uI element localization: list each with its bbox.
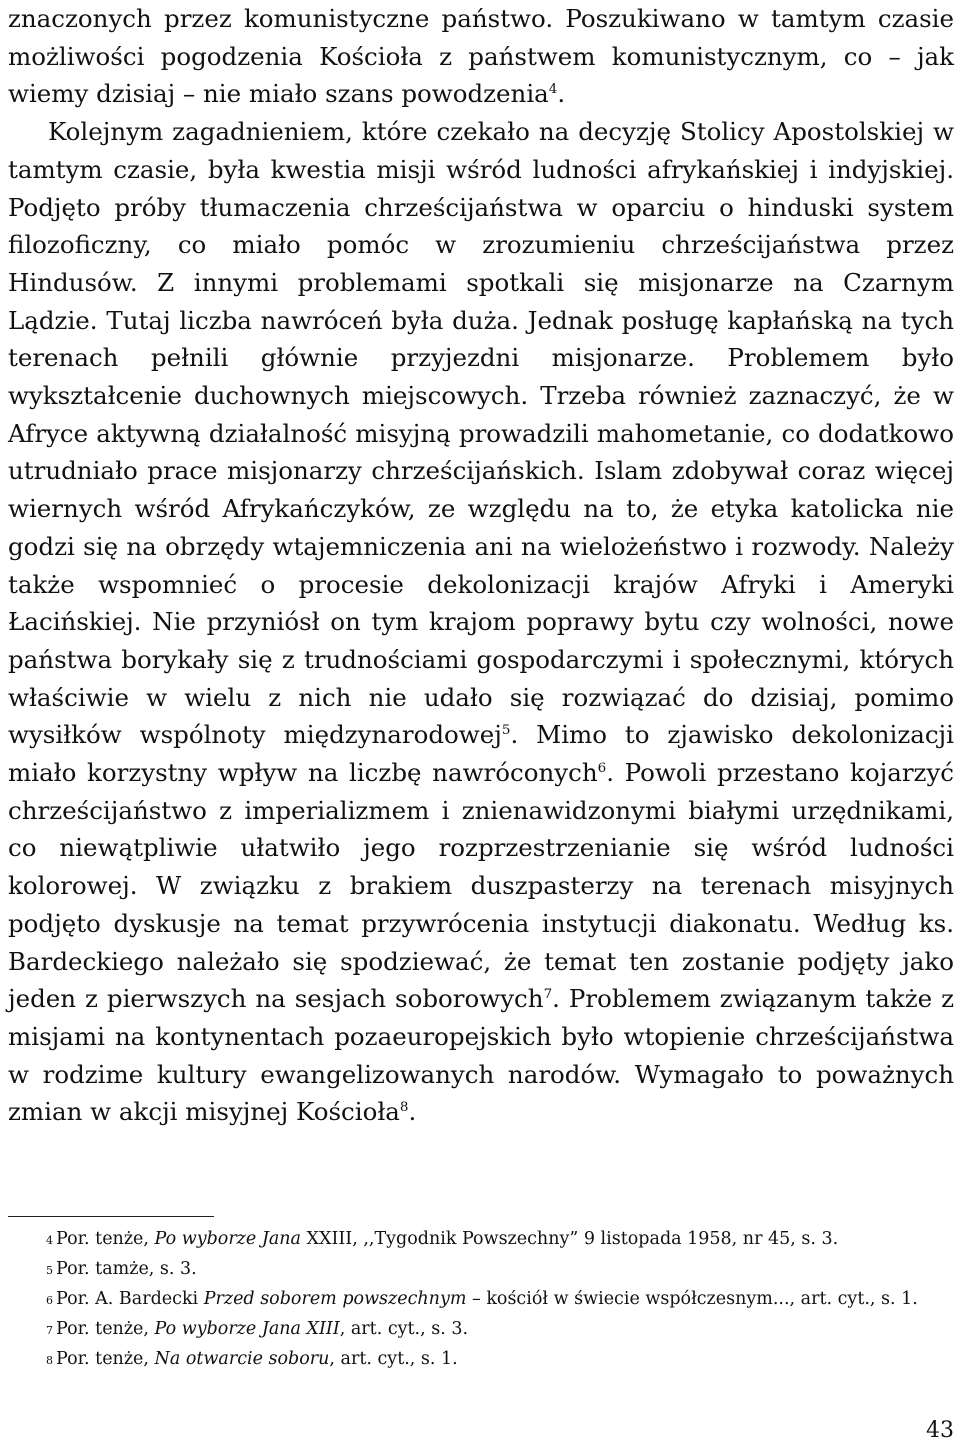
text-segment: , art. cyt., s. 1. — [329, 1349, 458, 1369]
footnote-reference: 4 — [548, 81, 558, 98]
text-segment: Por. tenże, — [56, 1229, 155, 1249]
footnote-number: 5 — [46, 1264, 53, 1277]
footnote-reference: 7 — [543, 986, 553, 1003]
paragraph — [8, 113, 954, 1131]
footnote-reference: 8 — [399, 1099, 409, 1116]
text-segment: Por. tenże, — [56, 1319, 155, 1339]
text-segment: , art. cyt., s. 3. — [339, 1319, 469, 1339]
italic-text: Przed soborem powszechnym — [203, 1289, 467, 1309]
footnote — [46, 1344, 956, 1374]
italic-text: Na otwarcie soboru — [154, 1349, 330, 1369]
footnote — [46, 1254, 956, 1284]
text-segment: Por. tamże, s. 3. — [56, 1259, 197, 1279]
text-segment: . Problemem związanym także z misjami na kontynentach pozaeuropejskich było wtopienie chrześcijaństwa w rodzime kultury ewangelizowanych narodów. Wymagało to poważnych zmian w akcji misyjnej Kościoła — [8, 984, 954, 1127]
italic-text: Po wyborze Jana XIII — [154, 1319, 340, 1339]
footnote — [46, 1224, 956, 1254]
footnote-number: 6 — [46, 1294, 53, 1307]
text-segment: . — [408, 1097, 417, 1127]
text-segment: . — [557, 79, 566, 109]
footnote-separator — [8, 1216, 214, 1217]
footnote — [46, 1314, 956, 1344]
footnote — [46, 1284, 956, 1314]
text-segment: Por. tenże, — [56, 1349, 155, 1369]
text-segment: Kolejnym zagadnieniem, które czekało na decyzję Stolicy Apostolskiej w tamtym czasie, była kwestia misji wśród ludności afrykańskiej i indyjskiej. Podjęto próby tłumaczenia chrześcijaństwa w oparciu o hinduski system filozoficzny, co miało pomóc w zrozumieniu chrześcijaństwa przez Hindusów. Z innymi problemami spotkali się misjonarze na Czarnym Lądzie. Tutaj liczba nawróceń była duża. Jednak posługę kapłańską na tych terenach pełnili głównie przyjezdni misjonarze. Problemem było wykształcenie duchownych miejscowych. Trzeba również zaznaczyć, że w Afryce aktywną działalność misyjną prowadzili mahometanie, co dodatkowo utrudniało prace misjonarzy chrześcijańskich. Islam zdobywał coraz więcej wiernych wśród Afrykańczyków, ze względu na to, że etyka katolicka nie godzi się na obrzędy wtajemniczenia ani na wielożeństwo i rozwody. Należy także wspomnieć o procesie dekolonizacji krajów Afryki i Ameryki Łacińskiej. Nie przyniósł on tym krajom poprawy bytu czy wolności, nowe państwa borykały się z trudnościami gospodarczymi i społecznymi, których właściwie w wielu z nich nie udało się rozwiązać do dzisiaj, pomimo wysiłków wspólnoty międzynarodowej — [8, 117, 954, 750]
footnote-number: 7 — [46, 1324, 53, 1337]
text-segment: znaczonych przez komunistyczne państwo. Poszukiwano w tamtym czasie możliwości pogodzenia Kościoła z państwem komunistycznym, co – jak wiemy dzisiaj – nie miało szans powodzenia — [8, 4, 954, 109]
text-segment: Por. A. Bardecki — [56, 1289, 204, 1309]
paragraph — [8, 0, 954, 113]
text-segment: XXIII, ,,Tygodnik Powszechny” 9 listopada 1958, nr 45, s. 3. — [300, 1229, 839, 1249]
text-segment: . Mimo to zjawisko dekolonizacji miało korzystny wpływ na liczbę nawróconych — [8, 720, 954, 788]
footnote-number: 8 — [46, 1354, 53, 1367]
page-number: 43 — [926, 1418, 954, 1443]
italic-text: Po wyborze Jana — [154, 1229, 301, 1249]
footnote-reference: 6 — [597, 759, 607, 776]
footnotes — [46, 1224, 956, 1374]
body-text — [8, 0, 954, 1131]
text-segment: . Powoli przestano kojarzyć chrześcijaństwo z imperializmem i znienawidzonymi białymi urzędnikami, co niewątpliwie ułatwiło jego rozprzestrzenianie się wśród ludności kolorowej. W związku z brakiem duszpasterzy na terenach misyjnych podjęto dyskusje na temat przywrócenia instytucji diakonatu. Według ks. Bardeckiego należało się spodziewać, że temat ten zostanie podjęty jako jeden z pierwszych na sesjach soborowych — [8, 758, 955, 1014]
footnote-reference: 5 — [501, 722, 511, 739]
footnote-number: 4 — [46, 1234, 53, 1247]
text-segment: – kościół w świecie współczesnym..., art. cyt., s. 1. — [466, 1289, 918, 1309]
